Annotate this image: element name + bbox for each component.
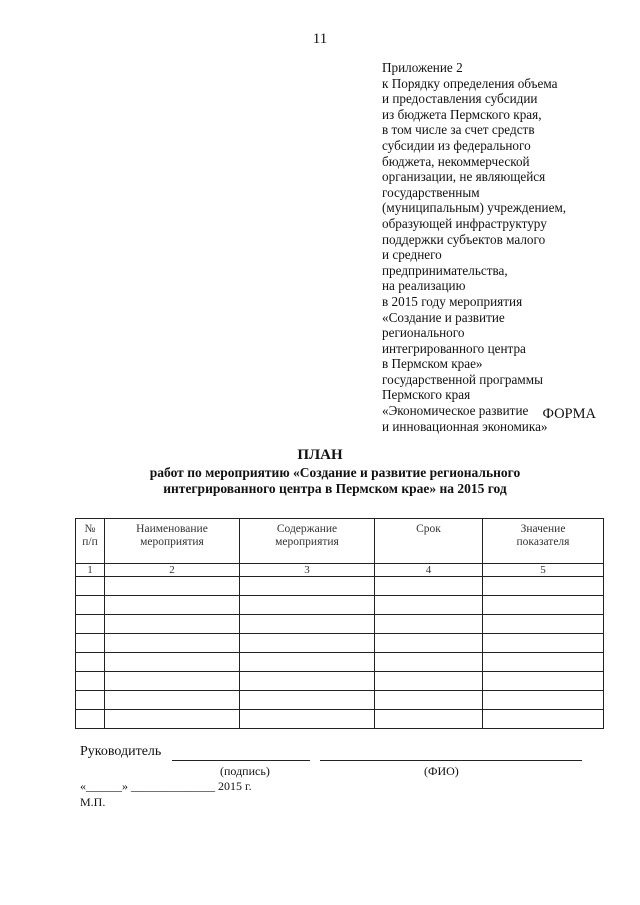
header-number: [76, 519, 105, 564]
column-number: 5: [483, 564, 604, 577]
table-cell: [483, 615, 604, 634]
column-number-row: [76, 564, 604, 577]
stamp-label: М.П.: [80, 795, 106, 809]
table-cell: [483, 634, 604, 653]
table-cell: [375, 710, 483, 729]
column-number: 1: [76, 564, 105, 577]
plan-subtitle-line-1: работ по мероприятию «Создание и развитие регионального: [149, 465, 521, 480]
appendix-line: в 2015 году мероприятия: [382, 293, 523, 309]
appendix-line: государственной программы: [382, 371, 543, 387]
header-deadline-line-1: Срок: [416, 523, 441, 535]
table-cell: [375, 691, 483, 710]
appendix-line: образующей инфраструктуру: [382, 215, 547, 231]
table-cell: [240, 615, 375, 634]
header-event-name-line-2: мероприятия: [140, 536, 204, 548]
header-number-line-1: №: [84, 523, 96, 535]
table-cell: [375, 634, 483, 653]
table-cell: [240, 653, 375, 672]
table-cell: [105, 577, 240, 596]
appendix-line: субсидии из федерального: [382, 137, 531, 153]
appendix-note: [382, 60, 632, 434]
table-cell: [375, 596, 483, 615]
table-cell: [240, 577, 375, 596]
table-cell: [240, 672, 375, 691]
table-cell: [76, 577, 105, 596]
page-number: 11: [312, 31, 328, 47]
column-number: 3: [240, 564, 375, 577]
appendix-line: из бюджета Пермского края,: [382, 106, 542, 122]
table-cell: [105, 672, 240, 691]
table-cell: [375, 653, 483, 672]
table-cell: [76, 596, 105, 615]
table-cell: [240, 634, 375, 653]
appendix-line: «Экономическое развитие: [382, 403, 529, 419]
form-label: ФОРМА: [542, 406, 596, 422]
header-deadline: [375, 519, 483, 564]
table-cell: [483, 577, 604, 596]
header-event-name: [105, 519, 240, 564]
table-cell: [240, 710, 375, 729]
table-cell: [105, 596, 240, 615]
header-event-content-line-1: Содержание: [276, 523, 338, 535]
table-row: [76, 653, 604, 672]
appendix-line: поддержки субъектов малого: [382, 231, 546, 247]
header-indicator-value-line-1: Значение: [520, 523, 566, 535]
appendix-line: к Порядку определения объема: [382, 75, 558, 91]
appendix-line: на реализацию: [382, 278, 466, 294]
table-cell: [76, 710, 105, 729]
table-cell: [483, 710, 604, 729]
plan-subtitle-line-2: интегрированного центра в Пермском крае» на 2015 год: [163, 481, 507, 496]
appendix-line: в том числе за счет средств: [382, 122, 535, 138]
table-cell: [76, 691, 105, 710]
appendix-line: интегрированного центра: [382, 340, 526, 356]
table-cell: [76, 634, 105, 653]
appendix-line: организации, не являющейся: [382, 169, 546, 185]
table-cell: [483, 672, 604, 691]
table-cell: [76, 653, 105, 672]
appendix-line: бюджета, некоммерческой: [382, 153, 530, 169]
table-row: [76, 634, 604, 653]
table-cell: [240, 596, 375, 615]
table-cell: [76, 672, 105, 691]
appendix-line: и предоставления субсидии: [382, 91, 538, 107]
table-cell: [105, 615, 240, 634]
appendix-line: Приложение 2: [382, 60, 463, 75]
appendix-line: регионального: [382, 325, 465, 341]
table-cell: [483, 653, 604, 672]
signature-line: [172, 760, 310, 761]
table-cell: [76, 615, 105, 634]
header-indicator-value-line-2: показателя: [516, 536, 570, 548]
table-row: [76, 672, 604, 691]
header-indicator-value: [483, 519, 604, 564]
name-caption: (ФИО): [424, 764, 459, 778]
table-cell: [105, 710, 240, 729]
plan-title: ПЛАН: [297, 447, 343, 463]
table-cell: [105, 634, 240, 653]
header-number-line-2: п/п: [82, 536, 98, 548]
table-cell: [375, 672, 483, 691]
table-row: [76, 710, 604, 729]
appendix-line: в Пермском крае»: [382, 356, 483, 372]
appendix-line: предпринимательства,: [382, 262, 508, 278]
table-cell: [375, 577, 483, 596]
table-row: [76, 596, 604, 615]
appendix-line: и инновационная экономика»: [382, 418, 548, 434]
signature-label: Руководитель: [80, 744, 162, 759]
appendix-line: «Создание и развитие: [382, 309, 505, 325]
table-cell: [483, 596, 604, 615]
table-cell: [240, 691, 375, 710]
table-cell: [105, 691, 240, 710]
table-row: [76, 615, 604, 634]
date-line: «______» ______________ 2015 г.: [80, 779, 252, 793]
header-event-name-line-1: Наименование: [136, 523, 208, 535]
table-row: [76, 577, 604, 596]
table-cell: [483, 691, 604, 710]
header-event-content-line-2: мероприятия: [275, 536, 339, 548]
column-number: 4: [375, 564, 483, 577]
table-row: [76, 691, 604, 710]
plan-subtitle: [0, 465, 640, 497]
column-number: 2: [105, 564, 240, 577]
signature-caption: (подпись): [220, 764, 270, 778]
appendix-line: Пермского края: [382, 387, 471, 403]
table-cell: [375, 615, 483, 634]
appendix-line: и среднего: [382, 247, 442, 263]
name-line: [320, 760, 582, 761]
header-event-content: [240, 519, 375, 564]
appendix-line: (муниципальным) учреждением,: [382, 200, 567, 216]
table-header-row: [76, 519, 604, 564]
appendix-line: государственным: [382, 184, 480, 200]
table-cell: [105, 653, 240, 672]
plan-table: [75, 518, 604, 729]
